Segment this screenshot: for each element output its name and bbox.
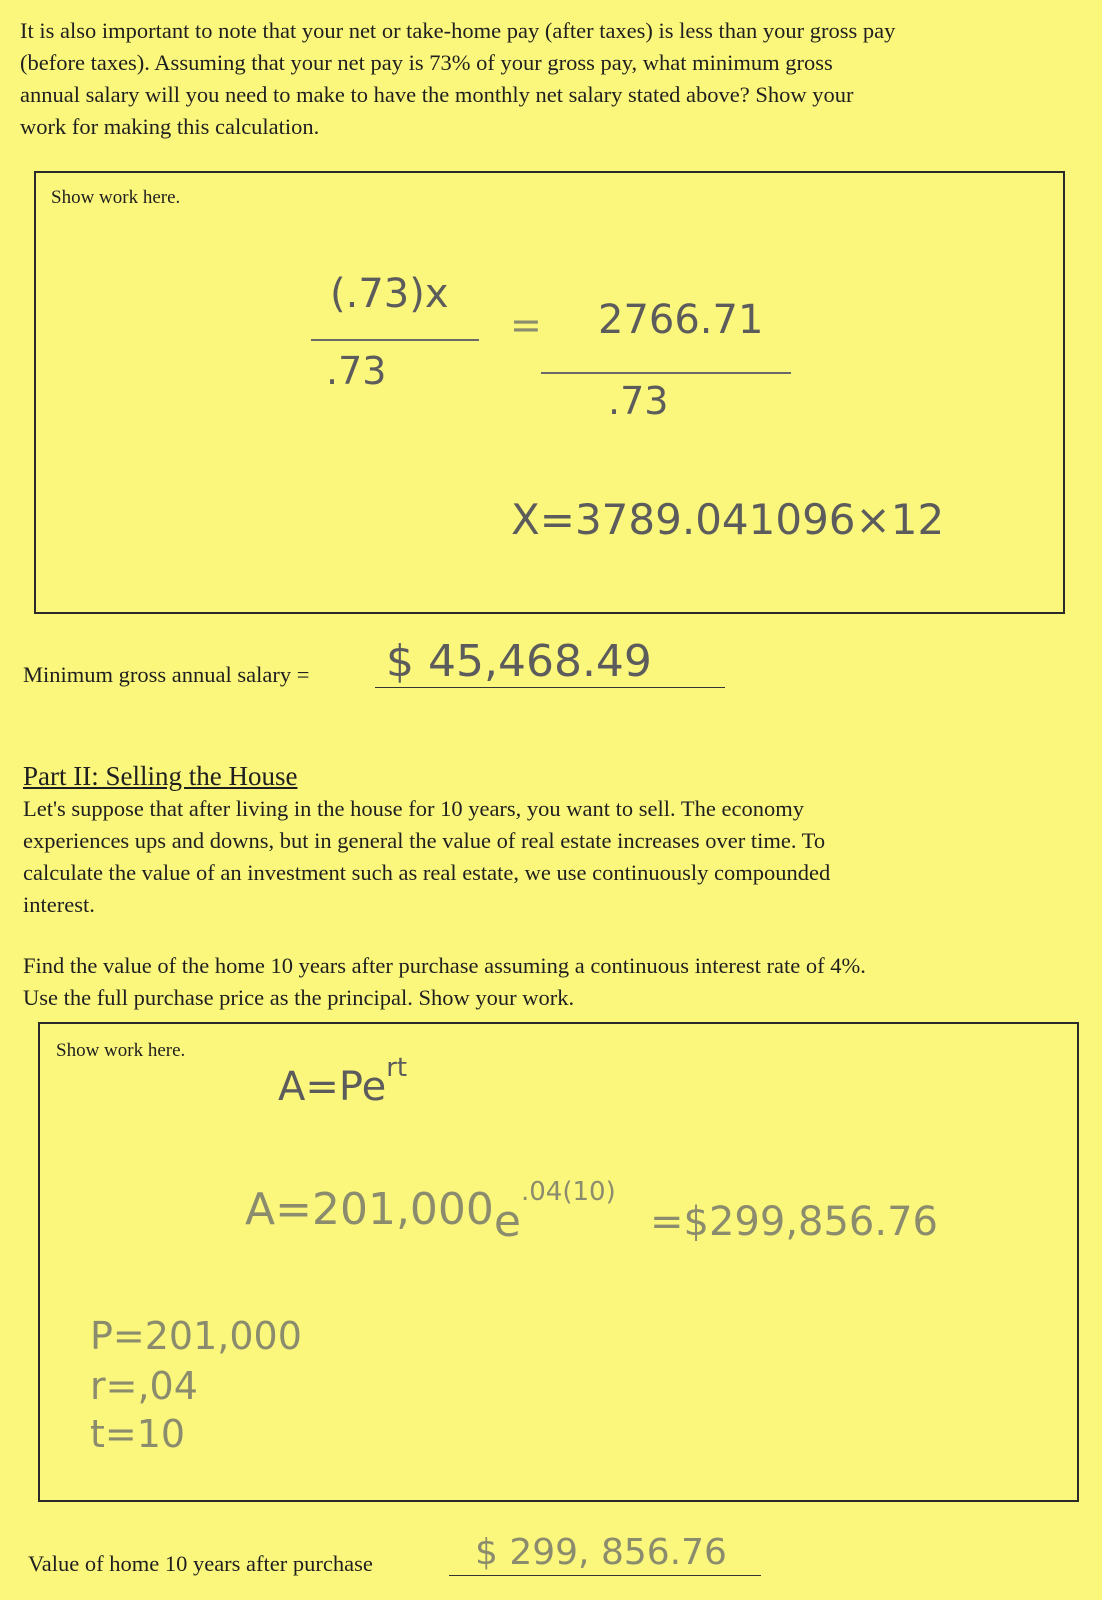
var-rate: r=,04 <box>90 1364 198 1408</box>
home-value-answer-line <box>449 1575 761 1576</box>
substitution <box>245 1177 616 1247</box>
question-line-1: Find the value of the home 10 years after purchase assuming a continuous interest rate of 4%. <box>23 953 866 978</box>
intro-line-4: work for making this calculation. <box>20 114 320 139</box>
part2-heading: Part II: Selling the House <box>23 761 298 791</box>
part2-paragraph <box>23 793 830 921</box>
var-time: t=10 <box>90 1412 186 1456</box>
substitution-exponent: .04(10) <box>521 1177 616 1207</box>
home-value-answer: $ 299, 856.76 <box>475 1532 727 1573</box>
result-line: X=3789.041096×12 <box>511 495 945 544</box>
paragraph-line-4: interest. <box>23 892 95 917</box>
equals-sign: = <box>510 303 542 347</box>
part1-intro <box>20 15 895 143</box>
formula-exponent: rt <box>386 1053 408 1083</box>
paragraph-line-3: calculate the value of an investment such as real estate, we use continuously compounded <box>23 860 831 885</box>
min-salary-label: Minimum gross annual salary = <box>23 662 310 687</box>
question-line-2: Use the full purchase price as the principal. Show your work. <box>23 985 575 1010</box>
lhs-numerator: (.73)x <box>330 271 449 317</box>
part2-work-box <box>38 1022 1079 1502</box>
rhs-numerator: 2766.71 <box>598 297 764 343</box>
lhs-fraction-bar <box>311 339 479 341</box>
min-salary-answer: $ 45,468.49 <box>386 636 652 687</box>
intro-line-1: It is also important to note that your net or take-home pay (after taxes) is less than your gross pay <box>20 18 896 43</box>
home-value-label: Value of home 10 years after purchase <box>28 1551 373 1576</box>
substitution-e: e <box>493 1196 521 1247</box>
paragraph-line-1: Let's suppose that after living in the house for 10 years, you want to sell. The economy <box>23 796 804 821</box>
formula-base: A=Pe <box>278 1064 387 1110</box>
intro-line-3: annual salary will you need to make to have the monthly net salary stated above? Show your <box>20 82 854 107</box>
paragraph-line-2: experiences ups and downs, but in general the value of real estate increases over time. To <box>23 828 826 853</box>
rhs-fraction-bar <box>541 372 791 374</box>
var-principal: P=201,000 <box>90 1314 302 1358</box>
work-box-label: Show work here. <box>51 187 181 208</box>
computed-result: =$299,856.76 <box>650 1199 938 1245</box>
min-salary-answer-line <box>375 687 725 688</box>
part1-work-box <box>34 171 1065 614</box>
part2-question <box>23 950 866 1014</box>
intro-line-2: (before taxes). Assuming that your net pay is 73% of your gross pay, what minimum gross <box>20 50 833 75</box>
substitution-base: A=201,000 <box>245 1184 494 1235</box>
work-box-label-2: Show work here. <box>56 1040 186 1061</box>
lhs-denominator: .73 <box>326 349 387 393</box>
formula <box>278 1053 408 1110</box>
rhs-denominator: .73 <box>608 379 669 423</box>
